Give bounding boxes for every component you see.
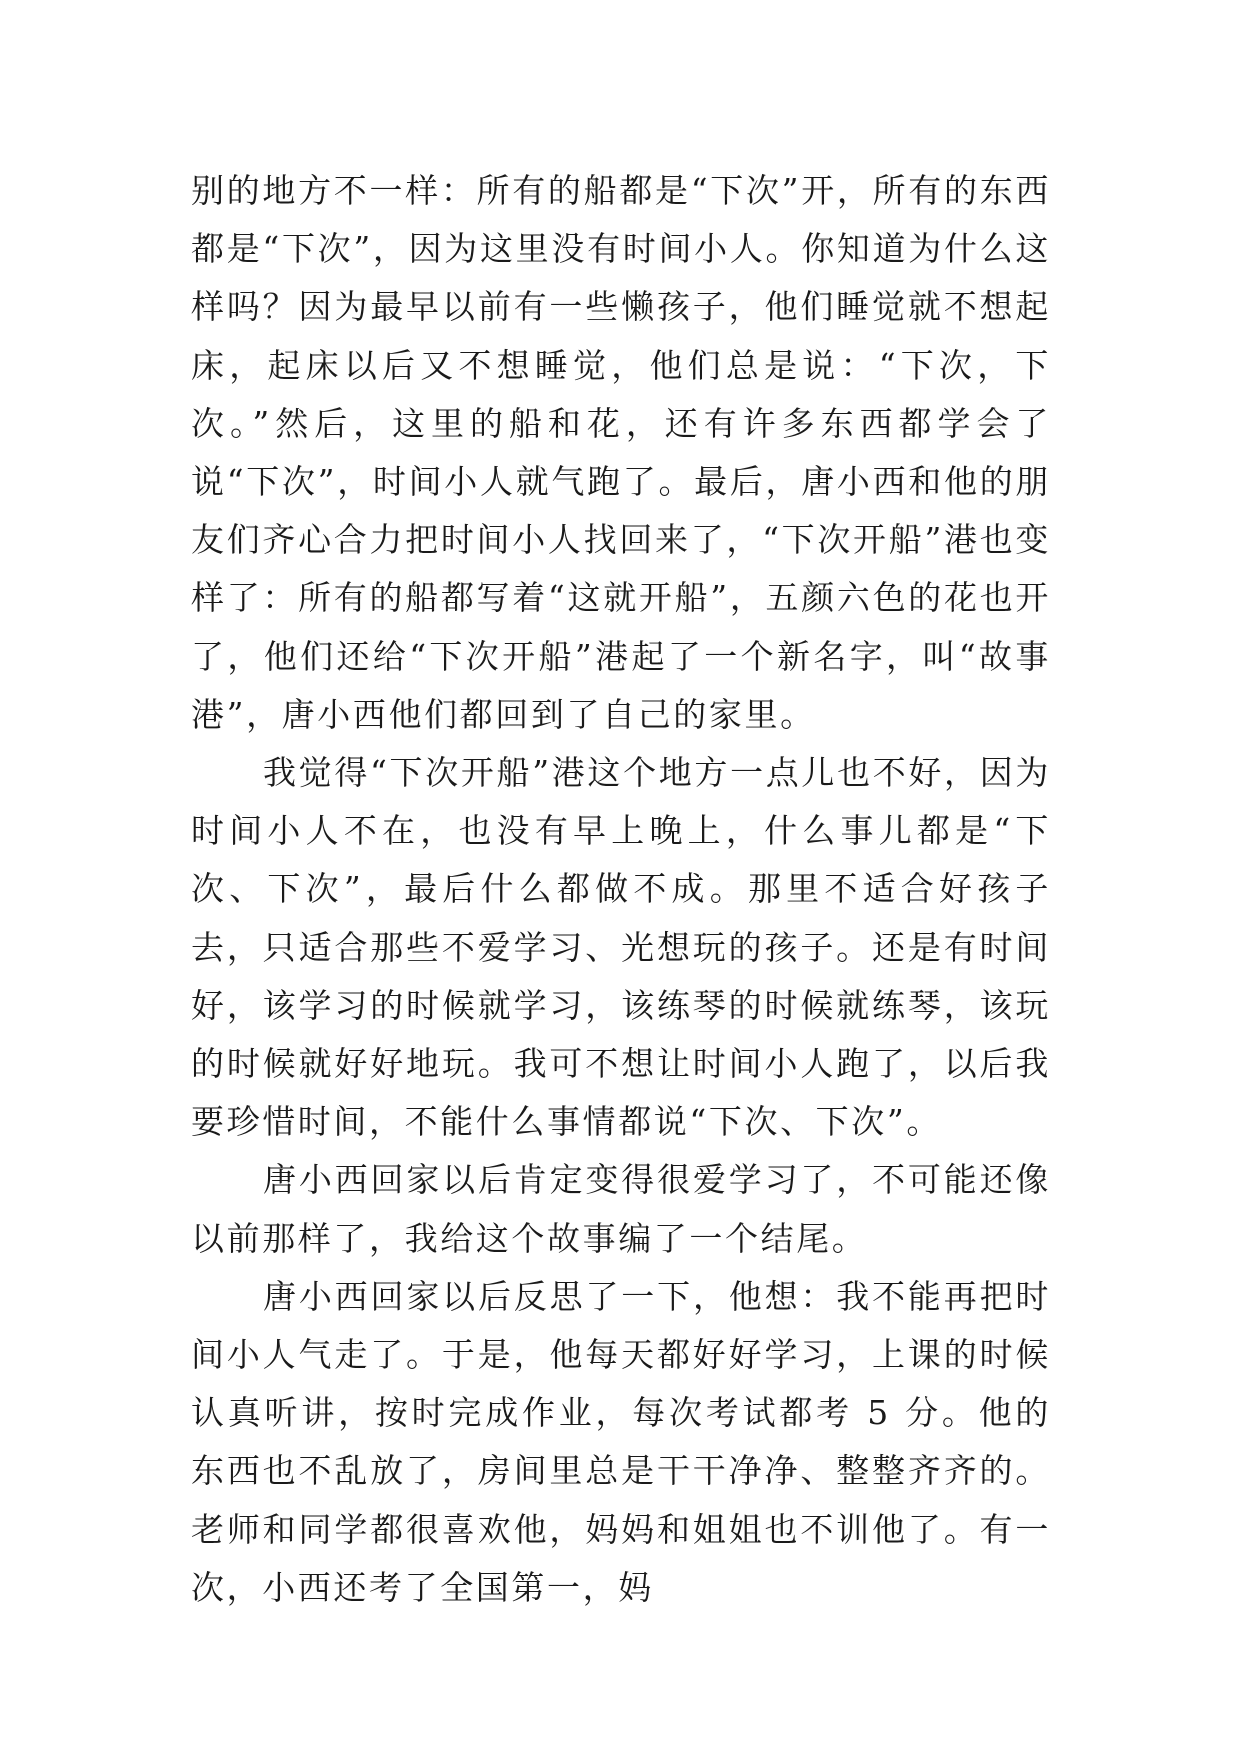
paragraph-4: 唐小西回家以后反思了一下，他想：我不能再把时间小人气走了。于是，他每天都好好学习，上课的时候认真听讲，按时完成作业，每次考试都考 5 分。他的东西也不乱放了，房间里总是干干净净、整整齐齐的。老师和同学都很喜欢他，妈妈和姐姐也不训他了。有一次，小西还考了全国第一，妈 <box>191 1276 1051 1607</box>
paragraph-2: 我觉得“下次开船”港这个地方一点儿也不好，因为时间小人不在，也没有早上晚上，什么事儿都是“下次、下次”，最后什么都做不成。那里不适合好孩子去，只适合那些不爱学习、光想玩的孩子。还是有时间好，该学习的时候就学习，该练琴的时候就练琴，该玩的时候就好好地玩。我可不想让时间小人跑了，以后我要珍惜时间，不能什么事情都说“下次、下次”。 <box>191 753 1051 1142</box>
body-text <box>191 162 1051 1617</box>
paragraph-1: 别的地方不一样：所有的船都是“下次”开，所有的东西都是“下次”，因为这里没有时间小人。你知道为什么这样吗？因为最早以前有一些懒孩子，他们睡觉就不想起床，起床以后又不想睡觉，他们总是说：“下次，下次。”然后，这里的船和花，还有许多东西都学会了说“下次”，时间小人就气跑了。最后，唐小西和他的朋友们齐心合力把时间小人找回来了，“下次开船”港也变样了：所有的船都写着“这就开船”，五颜六色的花也开了，他们还给“下次开船”港起了一个新名字，叫“故事港”，唐小西他们都回到了自己的家里。 <box>191 171 1051 734</box>
paragraph-3: 唐小西回家以后肯定变得很爱学习了，不可能还像以前那样了，我给这个故事编了一个结尾。 <box>191 1160 1051 1258</box>
